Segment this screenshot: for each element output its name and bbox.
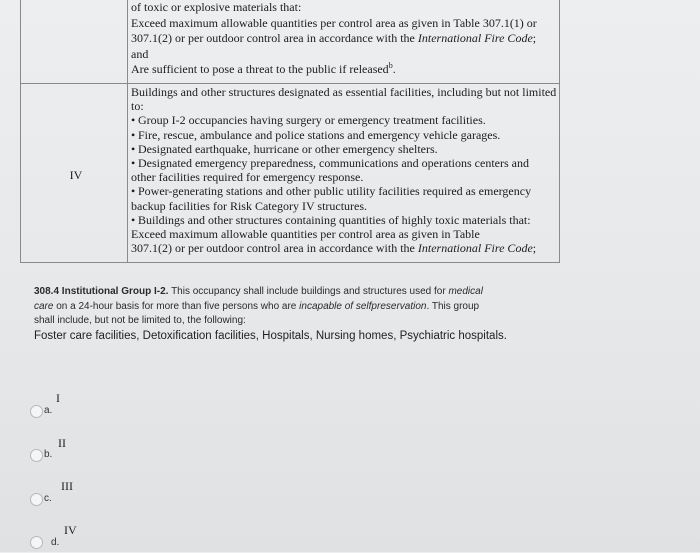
- bullet-icon: •: [131, 141, 136, 156]
- bullet-icon: •: [131, 184, 136, 199]
- section-italic: care: [34, 300, 54, 312]
- footnote-mark: b: [388, 61, 393, 70]
- list-item: [131, 213, 557, 227]
- list-item-text: Designated earthquake, hurricane or other emergency shelters.: [138, 141, 438, 156]
- section-text: shall include, but not be limited to, the following:: [34, 315, 246, 326]
- option-value: I: [56, 391, 60, 405]
- list-item-continued: other facilities required for emergency response.: [131, 170, 364, 185]
- option-value: II: [58, 436, 66, 450]
- punct: ;: [532, 241, 537, 256]
- list-item-text: Buildings and other structures containing quantities of highly toxic materials that:: [138, 212, 531, 227]
- desc-line: of toxic or explosive materials that:: [131, 0, 302, 14]
- desc-line-text: 307.1(2) or per outdoor control area in accordance with the: [131, 241, 418, 256]
- radio-button[interactable]: [30, 536, 43, 549]
- list-item-continued: backup facilities for Risk Category IV structures.: [131, 198, 368, 213]
- facilities-list: Foster care facilities, Detoxification facilities, Hospitals, Nursing homes, Psychiatric hospitals.: [34, 330, 507, 342]
- desc-line: [131, 31, 557, 47]
- radio-button[interactable]: [30, 493, 43, 506]
- list-item-text: Fire, rescue, ambulance and police stations and emergency vehicle garages.: [138, 127, 501, 142]
- list-item: [131, 113, 557, 127]
- option-letter: b.: [44, 449, 53, 460]
- section-title: 308.4 Institutional Group I-2.: [34, 286, 169, 297]
- section-308-4-text: [34, 285, 554, 329]
- section-italic: incapable of selfpreservation: [299, 300, 427, 312]
- bullet-icon: •: [131, 212, 136, 227]
- risk-category-table: [20, 0, 560, 263]
- list-item-text: Power-generating stations and other public utility facilities required as emergency: [138, 184, 532, 199]
- list-item: [131, 184, 557, 198]
- desc-line-text: Are sufficient to pose a threat to the public if released: [131, 62, 389, 76]
- column-divider: [127, 0, 128, 262]
- section-italic: medical: [448, 286, 483, 297]
- desc-line: Buildings and other structures designated as essential facilities, including but not limited: [131, 85, 557, 99]
- list-item-text: Group I-2 occupancies having surgery or emergency treatment facilities.: [138, 113, 486, 128]
- radio-button[interactable]: [30, 405, 43, 418]
- list-item: [131, 128, 557, 142]
- ifc-reference: International Fire Code: [417, 31, 533, 45]
- option-value: IV: [64, 523, 77, 537]
- section-text: This occupancy shall include buildings and structures used for: [168, 286, 449, 297]
- desc-line: and: [131, 46, 149, 61]
- previous-row-description: [131, 0, 557, 78]
- list-item: [131, 156, 557, 170]
- list-item-continued: Exceed maximum allowable quantities per control area as given in Table: [131, 227, 480, 242]
- desc-line: to:: [131, 99, 144, 114]
- bullet-icon: •: [131, 127, 136, 142]
- radio-button[interactable]: [30, 449, 43, 462]
- desc-line: Exceed maximum allowable quantities per control area as given in Table 307.1(1) or: [131, 15, 537, 30]
- row-divider: [21, 83, 559, 84]
- ifc-reference: International Fire Code: [417, 241, 533, 256]
- option-letter: c.: [44, 493, 52, 504]
- punct: .: [392, 62, 396, 76]
- bullet-icon: •: [131, 113, 136, 128]
- risk-category-label: IV: [69, 168, 83, 182]
- desc-line: [131, 62, 557, 78]
- option-letter: d.: [51, 537, 60, 548]
- section-text: . This group: [426, 300, 480, 312]
- list-item: [131, 142, 557, 156]
- option-value: III: [61, 479, 73, 493]
- option-letter: a.: [44, 405, 53, 416]
- essential-facilities-description: [131, 85, 557, 255]
- list-item-text: Designated emergency preparedness, communications and operations centers and: [138, 156, 529, 171]
- desc-line-text: 307.1(2) or per outdoor control area in accordance with the: [131, 31, 418, 45]
- list-item-continued: [131, 241, 557, 255]
- punct: ;: [532, 31, 537, 45]
- bullet-icon: •: [131, 156, 136, 171]
- section-text: on a 24-hour basis for more than five persons who are: [53, 300, 300, 312]
